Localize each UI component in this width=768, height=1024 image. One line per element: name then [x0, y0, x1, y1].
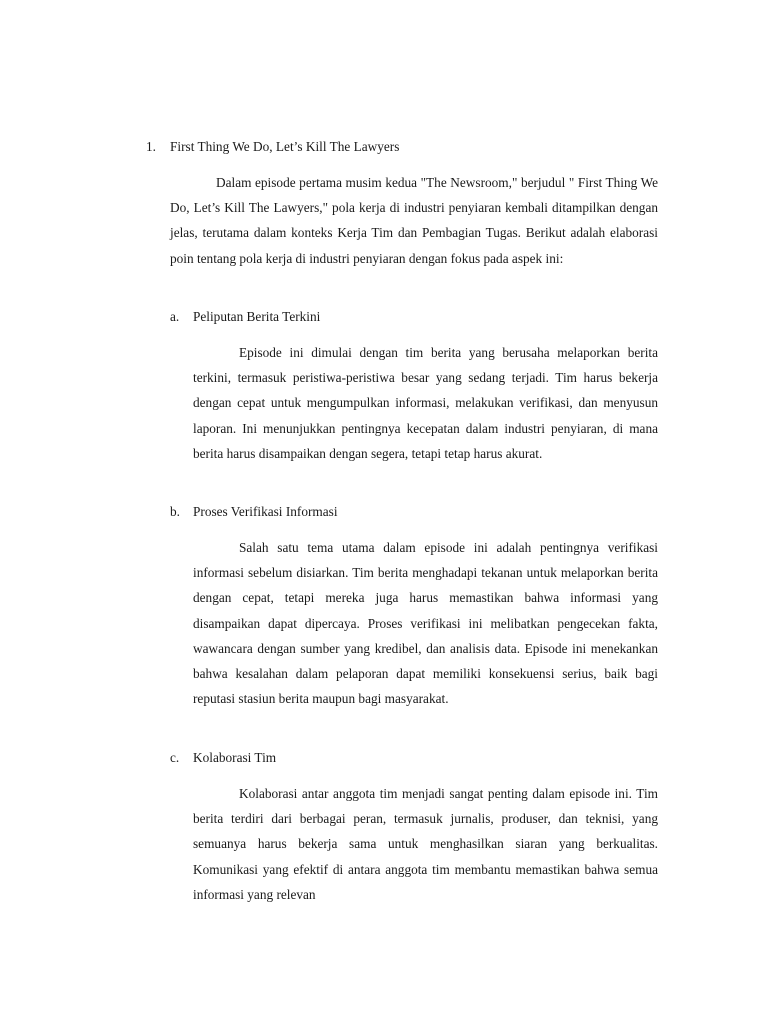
subsection-letter: b.	[170, 504, 180, 519]
section-title: First Thing We Do, Let’s Kill The Lawyers	[170, 139, 400, 154]
section-intro-paragraph: Dalam episode pertama musim kedua "The Newsroom," berjudul " First Thing We Do, Let’s Kill The Lawyers," pola kerja di industri penyiaran kembali ditampilkan dengan jelas, terutama dalam konteks Kerja Tim dan Pembagian Tugas. Berikut adalah elaborasi poin tentang pola kerja di industri penyiaran dengan fokus pada aspek ini:	[170, 175, 658, 266]
subsection-paragraph-c: Kolaborasi antar anggota tim menjadi sangat penting dalam episode ini. Tim berita terdiri dari berbagai peran, termasuk jurnalis, produser, dan teknisi, yang semuanya harus bekerja sama untuk menghasilkan siaran yang berkualitas. Komunikasi yang efektif di antara anggota tim membantu memastikan bahwa semua informasi yang relevan	[193, 786, 658, 902]
section-number: 1.	[146, 139, 156, 154]
subsection-paragraph-b: Salah satu tema utama dalam episode ini adalah pentingnya verifikasi informasi sebelum disiarkan. Tim berita menghadapi tekanan untuk melaporkan berita dengan cepat, tetapi mereka juga harus memastikan bahwa informasi yang disampaikan dapat dipercaya. Proses verifikasi ini melibatkan pengecekan fakta, wawancara dengan sumber yang kredibel, dan analisis data. Episode ini menekankan bahwa kesalahan dalam pelaporan dapat memiliki konsekuensi serius, baik bagi reputasi stasiun berita maupun bagi masyarakat.	[193, 540, 658, 707]
subsection-title: Proses Verifikasi Informasi	[193, 504, 338, 519]
subsection-title: Kolaborasi Tim	[193, 750, 277, 765]
subsection-letter: a.	[170, 309, 180, 324]
subsection-title: Peliputan Berita Terkini	[193, 309, 321, 324]
subsection-heading-c	[170, 749, 570, 767]
subsection-letter: c.	[170, 750, 180, 765]
subsection-heading-b	[170, 503, 570, 521]
subsection-paragraph-a: Episode ini dimulai dengan tim berita yang berusaha melaporkan berita terkini, termasuk peristiwa-peristiwa besar yang sedang terjadi. Tim harus bekerja dengan cepat untuk mengumpulkan informasi, melakukan verifikasi, dan menyusun laporan. Ini menunjukkan pentingnya kecepatan dalam industri penyiaran, di mana berita harus disampaikan dengan segera, tetapi tetap harus akurat.	[193, 345, 658, 461]
subsection-heading-a	[170, 308, 570, 326]
section-heading	[146, 138, 666, 156]
